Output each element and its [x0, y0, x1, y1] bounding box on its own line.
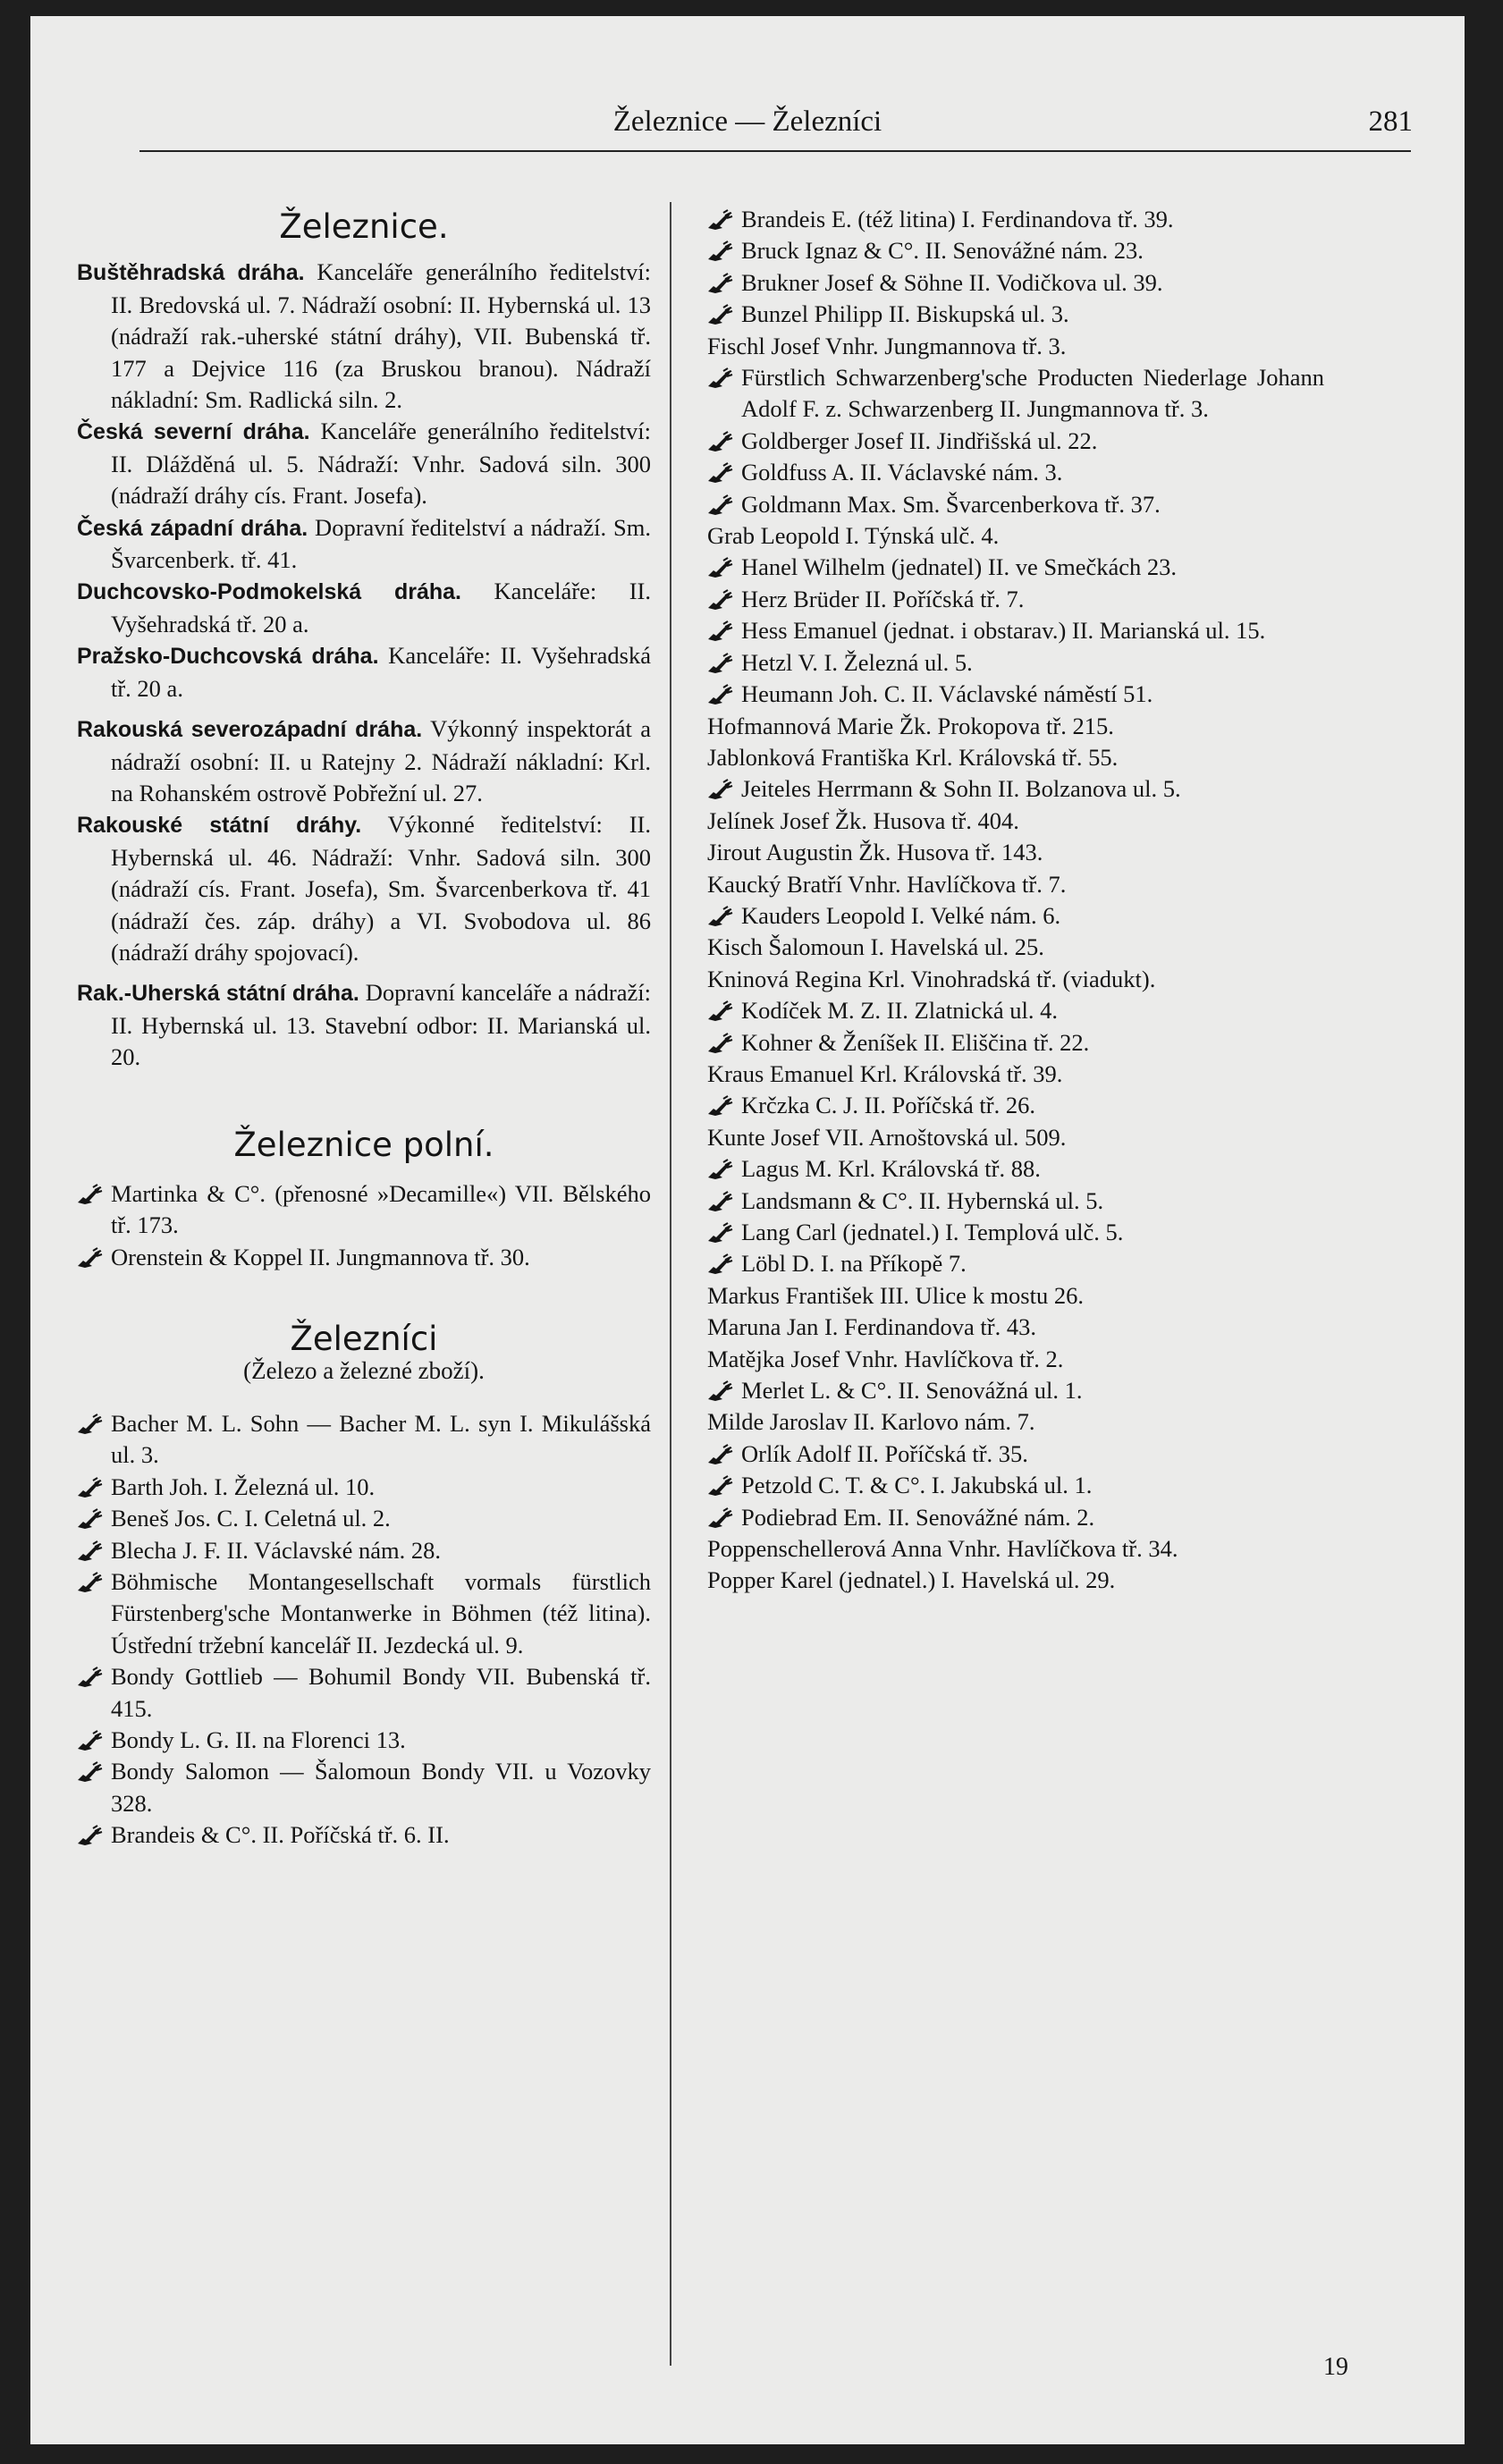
entry-text: Jirout Augustin Žk. Husova tř. 143. [707, 839, 1043, 866]
entry-text: Kohner & Ženíšek II. Eliščina tř. 22. [741, 1028, 1090, 1056]
entry-text: Goldberger Josef II. Jindřišská ul. 22. [741, 426, 1098, 454]
railway-entry [77, 257, 651, 416]
entry-text: Jeiteles Herrmann & Sohn II. Bolzanova ul. 5. [741, 775, 1181, 803]
entry-text: Bondy L. G. II. na Florenci 13. [111, 1726, 406, 1754]
entry-text: Kunte Josef VII. Arnoštovská ul. 509. [707, 1123, 1067, 1151]
railway-name: Česká severní dráha. [77, 419, 310, 445]
entry-text: Heumann Joh. C. II. Václavské náměstí 51. [741, 680, 1153, 708]
firm-entry [707, 900, 1324, 932]
firm-entry [707, 1439, 1324, 1470]
section-title-field-railways: Železnice polní. [233, 1125, 494, 1164]
pointing-hand-icon [77, 1730, 104, 1751]
railway-details: Dopravní ředitelství a nádraží. Sm. Švarcenberk. tř. 41. [111, 513, 651, 574]
firm-entry [707, 331, 1324, 362]
entry-text: Hofmannová Marie Žk. Prokopova tř. 215. [707, 712, 1114, 739]
firm-entry [707, 806, 1324, 837]
pointing-hand-icon [77, 1572, 104, 1593]
entry-text: Böhmische Montangesellschaft vormals fürstlich Fürstenberg'sche Montanwerke in Böhmen (též litina). Ústřední tržební kancelář II. Jezdecká ul. 9. [111, 1568, 651, 1658]
entry-text: Kisch Šalomoun I. Havelská ul. 25. [707, 933, 1044, 961]
entry-text: Petzold C. T. & C°. I. Jakubská ul. 1. [741, 1472, 1093, 1499]
section-subtitle-ironmongers: (Železo a železné zboží). [243, 1356, 485, 1384]
field-railway-entry [77, 1178, 651, 1242]
pointing-hand-icon [707, 589, 734, 611]
running-head: Železnice — Železníci [612, 105, 882, 138]
entry-text: Goldmann Max. Sm. Švarcenberkova tř. 37. [741, 490, 1161, 518]
firm-entry [707, 1153, 1324, 1185]
railway-details: Kanceláře generálního ředitelství: II. Dlážděná ul. 5. Nádraží: Vnhr. Sadová siln. 300 (nádraží dráhy cís. Frant. Josefa). [111, 418, 651, 510]
firm-entry [707, 584, 1324, 615]
firm-entry [707, 647, 1324, 679]
firm-entry [77, 1725, 651, 1756]
entry-text: Fischl Josef Vnhr. Jungmannova tř. 3. [707, 332, 1067, 359]
firm-entry [707, 1502, 1324, 1533]
pointing-hand-icon [707, 684, 734, 705]
pointing-hand-icon [77, 1761, 104, 1783]
firm-entry [707, 1027, 1324, 1059]
pointing-hand-icon [707, 1380, 734, 1402]
pointing-hand-icon [77, 1477, 104, 1498]
entry-text: Blecha J. F. II. Václavské nám. 28. [111, 1536, 442, 1564]
pointing-hand-icon [707, 431, 734, 452]
entry-text: Herz Brüder II. Poříčská tř. 7. [741, 585, 1025, 612]
firm-entry [707, 995, 1324, 1026]
firm-entry [707, 964, 1324, 995]
entry-text: Bunzel Philipp II. Biskupská ul. 3. [741, 300, 1069, 328]
entry-text: Lang Carl (jednatel.) I. Templová ulč. 5. [741, 1219, 1124, 1245]
firm-entry [707, 520, 1324, 552]
pointing-hand-icon [707, 1095, 734, 1117]
railway-details: Kanceláře: II. Vyšehradská tř. 20 a. [111, 578, 651, 637]
firm-entry [707, 932, 1324, 963]
firm-entry [707, 1533, 1324, 1565]
header-rule [139, 150, 1411, 152]
pointing-hand-icon [77, 1413, 104, 1435]
firm-entry [707, 1248, 1324, 1279]
pointing-hand-icon [707, 1222, 734, 1244]
pointing-hand-icon [707, 1444, 734, 1465]
entry-text: Poppenschellerová Anna Vnhr. Havlíčkova tř. 34. [707, 1535, 1178, 1563]
entry-text: Martinka & C°. (přenosné »Decamille«) VII. Bělského tř. 173. [111, 1179, 651, 1239]
signature-mark: 19 [1323, 2353, 1348, 2381]
railway-entry [77, 977, 651, 1073]
field-railway-list [77, 1178, 651, 1273]
pointing-hand-icon [707, 494, 734, 516]
pointing-hand-icon [707, 304, 734, 325]
entry-text: Hess Emanuel (jednat. i obstarav.) II. Marianská ul. 15. [741, 617, 1266, 645]
entry-text: Jablonková Františka Krl. Královská tř. 55. [707, 743, 1119, 771]
firm-entry [707, 1217, 1324, 1248]
entry-text: Lagus M. Krl. Královská tř. 88. [741, 1155, 1041, 1183]
firm-entry [707, 1090, 1324, 1121]
railway-entry [77, 640, 651, 705]
firm-entry [707, 711, 1324, 742]
firm-entry [707, 837, 1324, 868]
pointing-hand-icon [707, 1000, 734, 1022]
pointing-hand-icon [77, 1825, 104, 1846]
entry-text: Maruna Jan I. Ferdinandova tř. 43. [707, 1313, 1036, 1341]
entry-text: Barth Joh. I. Železná ul. 10. [111, 1472, 376, 1500]
railway-name: Rak.-Uherská státní dráha. [77, 981, 359, 1007]
entry-text: Beneš Jos. C. I. Celetná ul. 2. [111, 1505, 391, 1532]
railway-name: Pražsko-Duchcovská dráha. [77, 644, 379, 670]
entry-text: Kaucký Bratří Vnhr. Havlíčkova tř. 7. [707, 870, 1067, 898]
pointing-hand-icon [707, 779, 734, 800]
pointing-hand-icon [707, 653, 734, 674]
firm-entry [77, 1819, 651, 1851]
railway-name: Duchcovsko-Podmokelská dráha. [77, 579, 461, 605]
section-title-zeleznice: Železnice. [279, 207, 449, 246]
firm-entry [77, 1503, 651, 1534]
firm-entry [707, 1565, 1324, 1596]
firm-entry [707, 1470, 1324, 1501]
firm-entry [707, 552, 1324, 583]
pointing-hand-icon [707, 462, 734, 484]
entry-text: Hetzl V. I. Železná ul. 5. [741, 648, 973, 676]
pointing-hand-icon [77, 1667, 104, 1688]
entry-text: Bondy Salomon — Šalomoun Bondy VII. u Vozovky 328. [111, 1758, 651, 1817]
pointing-hand-icon [707, 906, 734, 927]
railway-entry [77, 713, 651, 809]
railway-details: Výkonné ředitelství: II. Hybernská ul. 46. Nádraží: Vnhr. Sadová siln. 300 (nádraží cís. Frant. Josefa), Sm. Švarcenberkova tř. 41 (nádraží čes. záp. dráhy) a VI. Svobodova ul. 86 (nádraží dráhy spojovací). [111, 811, 651, 966]
entry-text: Brukner Josef & Söhne II. Vodičkova ul. 39. [741, 268, 1163, 296]
firm-entry [707, 426, 1324, 457]
firm-entry [77, 1535, 651, 1566]
entry-text: Hanel Wilhelm (jednatel) II. ve Smečkách 23. [741, 553, 1178, 581]
railway-details: Kanceláře generálního ředitelství: II. Bredovská ul. 7. Nádraží osobní: II. Hybernská ul. 13 (nádraží rak.-uherské státní dráhy), VII. Bubenská tř. 177 a Dejvice 116 (za Bruskou branou). Nádraží nákladní: Sm. Radlická siln. 2. [111, 258, 651, 414]
book-page [30, 16, 1465, 2444]
pointing-hand-icon [77, 1508, 104, 1530]
pointing-hand-icon [707, 367, 734, 389]
pointing-hand-icon [707, 1191, 734, 1212]
entry-text: Orenstein & Koppel II. Jungmannova tř. 30. [111, 1243, 530, 1270]
firm-entry [707, 457, 1324, 488]
firm-entry [707, 1406, 1324, 1438]
entry-text: Merlet L. & C°. II. Senovážná ul. 1. [741, 1377, 1083, 1405]
entry-text: Matějka Josef Vnhr. Havlíčkova tř. 2. [707, 1345, 1064, 1372]
firm-entry [707, 1312, 1324, 1343]
railway-entry [77, 416, 651, 511]
entry-text: Bondy Gottlieb — Bohumil Bondy VII. Bubenská tř. 415. [111, 1663, 651, 1722]
railway-name: Rakouská severozápadní dráha. [77, 717, 423, 743]
firm-entry [707, 1280, 1324, 1312]
entry-text: Brandeis E. (též litina) I. Ferdinandova tř. 39. [741, 206, 1174, 232]
entry-text: Markus František III. Ulice k mostu 26. [707, 1281, 1084, 1309]
entry-text: Podiebrad Em. II. Senovážné nám. 2. [741, 1503, 1095, 1531]
entry-text: Brandeis & C°. II. Poříčská tř. 6. II. [111, 1821, 450, 1849]
railway-details: Výkonný inspektorát a nádraží osobní: II. u Ratejny 2. Nádraží nákladní: Krl. na Rohanském ostrově Pobřežní ul. 27. [111, 715, 652, 806]
firm-entry [707, 489, 1324, 520]
ironmonger-list-left [77, 1408, 651, 1852]
firm-entry [77, 1661, 651, 1725]
entry-text: Popper Karel (jednatel.) I. Havelská ul. 29. [707, 1566, 1116, 1594]
railway-entry [77, 512, 651, 577]
firm-entry [707, 267, 1324, 299]
pointing-hand-icon [707, 620, 734, 642]
entry-text: Milde Jaroslav II. Karlovo nám. 7. [707, 1408, 1035, 1436]
firm-entry [707, 1059, 1324, 1090]
firm-entry [707, 679, 1324, 710]
right-column [707, 204, 1324, 1597]
firm-entry [707, 235, 1324, 266]
entry-text: Kraus Emanuel Krl. Královská tř. 39. [707, 1059, 1063, 1087]
page-number: 281 [1368, 105, 1413, 138]
firm-entry [707, 1122, 1324, 1153]
pointing-hand-icon [707, 557, 734, 578]
pointing-hand-icon [707, 1475, 734, 1497]
firm-entry [707, 1186, 1324, 1217]
entry-text: Grab Leopold I. Týnská ulč. 4. [707, 522, 1000, 550]
section-title-ironmongers: Železníci [290, 1320, 438, 1359]
entry-text: Kninová Regina Krl. Vinohradská tř. (viadukt). [707, 965, 1156, 992]
entry-text: Jelínek Josef Žk. Husova tř. 404. [707, 806, 1019, 834]
firm-entry [707, 742, 1324, 773]
entry-text: Goldfuss A. II. Václavské nám. 3. [741, 459, 1063, 486]
entry-text: Orlík Adolf II. Poříčská tř. 35. [741, 1439, 1028, 1467]
railway-name: Česká západní dráha. [77, 515, 308, 541]
ironmonger-list-right [707, 204, 1324, 1597]
firm-entry [707, 204, 1324, 235]
pointing-hand-icon [707, 273, 734, 294]
pointing-hand-icon [707, 209, 734, 231]
railway-entry [77, 809, 651, 968]
pointing-hand-icon [77, 1540, 104, 1562]
entry-text: Kodíček M. Z. II. Zlatnická ul. 4. [741, 997, 1058, 1025]
column-divider [670, 202, 671, 2366]
entry-text: Bacher M. L. Sohn — Bacher M. L. syn I. Mikulášská ul. 3. [111, 1410, 651, 1469]
firm-entry [77, 1756, 651, 1819]
pointing-hand-icon [707, 1033, 734, 1054]
left-column [77, 204, 651, 1852]
pointing-hand-icon [707, 240, 734, 262]
railway-name: Buštěhradská dráha. [77, 260, 305, 286]
railway-details: Kanceláře: II. Vyšehradská tř. 20 a. [111, 642, 651, 702]
firm-entry [77, 1566, 651, 1661]
entry-text: Landsmann & C°. II. Hybernská ul. 5. [741, 1186, 1104, 1214]
firm-entry [707, 1344, 1324, 1375]
entry-text: Fürstlich Schwarzenberg'sche Producten Niederlage Johann Adolf F. z. Schwarzenberg II. Jungmannova tř. 3. [741, 364, 1324, 423]
pointing-hand-icon [707, 1507, 734, 1529]
pointing-hand-icon [707, 1253, 734, 1275]
firm-entry [707, 773, 1324, 805]
entry-text: Krčzka C. J. II. Poříčská tř. 26. [741, 1092, 1035, 1119]
pointing-hand-icon [77, 1184, 104, 1205]
railway-details: Dopravní kanceláře a nádraží: II. Hybernská ul. 13. Stavební odbor: II. Marianská ul. 20. [111, 979, 651, 1071]
firm-entry [707, 615, 1324, 646]
railway-entry [77, 576, 651, 640]
entry-text: Kauders Leopold I. Velké nám. 6. [741, 901, 1061, 929]
pointing-hand-icon [707, 1159, 734, 1180]
entry-text: Bruck Ignaz & C°. II. Senovážné nám. 23. [741, 237, 1144, 265]
firm-entry [77, 1472, 651, 1503]
railway-list [77, 257, 651, 1073]
firm-entry [77, 1408, 651, 1472]
entry-text: Löbl D. I. na Příkopě 7. [741, 1250, 967, 1278]
page-header [30, 105, 1465, 141]
pointing-hand-icon [77, 1247, 104, 1269]
field-railway-entry [77, 1242, 651, 1273]
firm-entry [707, 1375, 1324, 1406]
firm-entry [707, 299, 1324, 330]
railway-name: Rakouské státní dráhy. [77, 813, 362, 839]
firm-entry [707, 869, 1324, 900]
firm-entry [707, 362, 1324, 426]
